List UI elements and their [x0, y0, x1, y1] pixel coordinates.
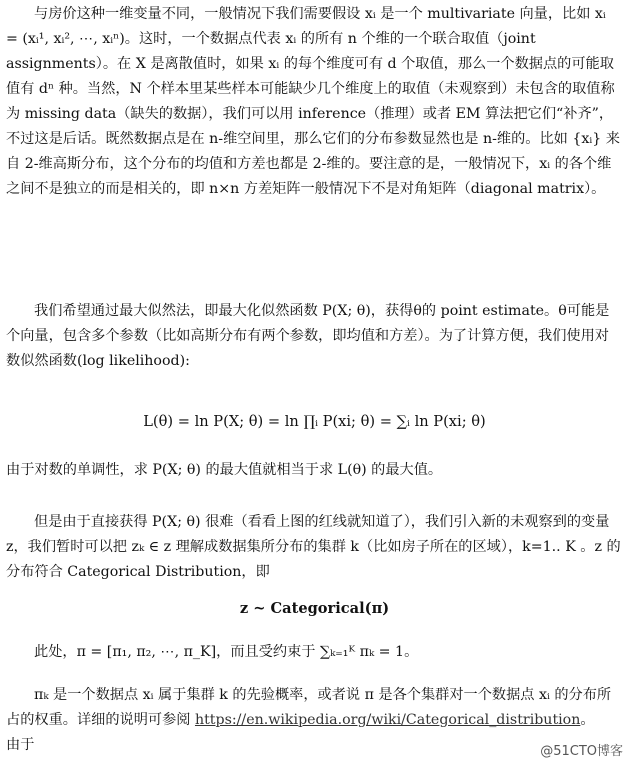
watermark: [540, 740, 623, 759]
paragraph-text: 但是由于直接获得 P(X; θ) 很难（看看上图的红线就知道了），我们引入新的未观察到的变量 z，我们暂时可以把 zₖ ∈ z 理解成数据集所分布的集群 k（比如房子所在的区域），k=1.. K 。z 的分布符合 Categorical Distribution，即: [6, 514, 621, 580]
paragraph-latent-variable: [6, 510, 622, 585]
paragraph-text: 此处，π = [π₁, π₂, ⋯, π_K]，而且受约束于 ∑ₖ₌₁ᴷ πₖ = 1。: [34, 644, 419, 660]
wikipedia-link[interactable]: https://en.wikipedia.org/wiki/Categorical_distribution: [194, 712, 581, 728]
paragraph-monotonic: [6, 458, 622, 483]
equation-text: z ~ Categorical(π): [239, 600, 390, 617]
paragraph-text: [6, 683, 622, 733]
paragraph-text-trailing: 由于: [6, 737, 35, 753]
watermark-text: @51CTO博客: [540, 744, 623, 759]
period: 。: [580, 712, 595, 728]
paragraph-likelihood: [6, 299, 622, 374]
equation-log-likelihood: [0, 413, 629, 430]
equation-text: L(θ) = ln P(X; θ) = ln ∏ᵢ P(xi; θ) = ∑ᵢ ln P(xi; θ): [143, 413, 486, 430]
paragraph-text: 由于对数的单调性，求 P(X; θ) 的最大值就相当于求 L(θ) 的最大值。: [6, 462, 443, 478]
prior-text: πₖ 是一个数据点 xᵢ 属于集群 k 的先验概率，或者说 π 是各个集群对一个数据点 xᵢ 的分布所占的权重。详细的说明可参阅: [6, 687, 612, 728]
equation-categorical: [0, 600, 629, 617]
paragraph-text: 与房价这种一维变量不同，一般情况下我们需要假设 xᵢ 是一个 multivariate 向量，比如 xᵢ = (xᵢ¹, xᵢ², ⋯, xᵢⁿ)。这时，一个数据点代表 xᵢ 的所有 n 个维的一个联合取值（joint assignments）。在 X 是离散值时，如果 xᵢ 的每个维度可有 d 个取值，那么一个数据点的可能取值有 dⁿ 种。当然，N 个样本里某些样本可能缺少几个维度上的取值（未观察到）未包含的取值称为 missing data（缺失的数据），我们可以用 inference（推理）或者 EM 算法把它们“补齐”，不过这是后话。既然数据点是在 n-维空间里，那么它们的分布参数显然也是 n-维的。比如 {xᵢ} 来自 2-维高斯分布，这个分布的均值和方差也都是 2-维的。要注意的是，一般情况下，xᵢ 的各个维之间不是独立的而是相关的，即 n×n 方差矩阵一般情况下不是对角矩阵（diagonal matrix）。: [6, 6, 620, 197]
paragraph-constraint: [6, 640, 622, 665]
paragraph-multivariate: [6, 2, 622, 202]
paragraph-text: 我们希望通过最大似然法，即最大化似然函数 P(X; θ)，获得θ的 point estimate。θ可能是个向量，包含多个参数（比如高斯分布有两个参数，即均值和方差）。为了计算方便，我们使用对数似然函数(log likelihood):: [6, 303, 610, 369]
paragraph-prior: [6, 683, 622, 758]
